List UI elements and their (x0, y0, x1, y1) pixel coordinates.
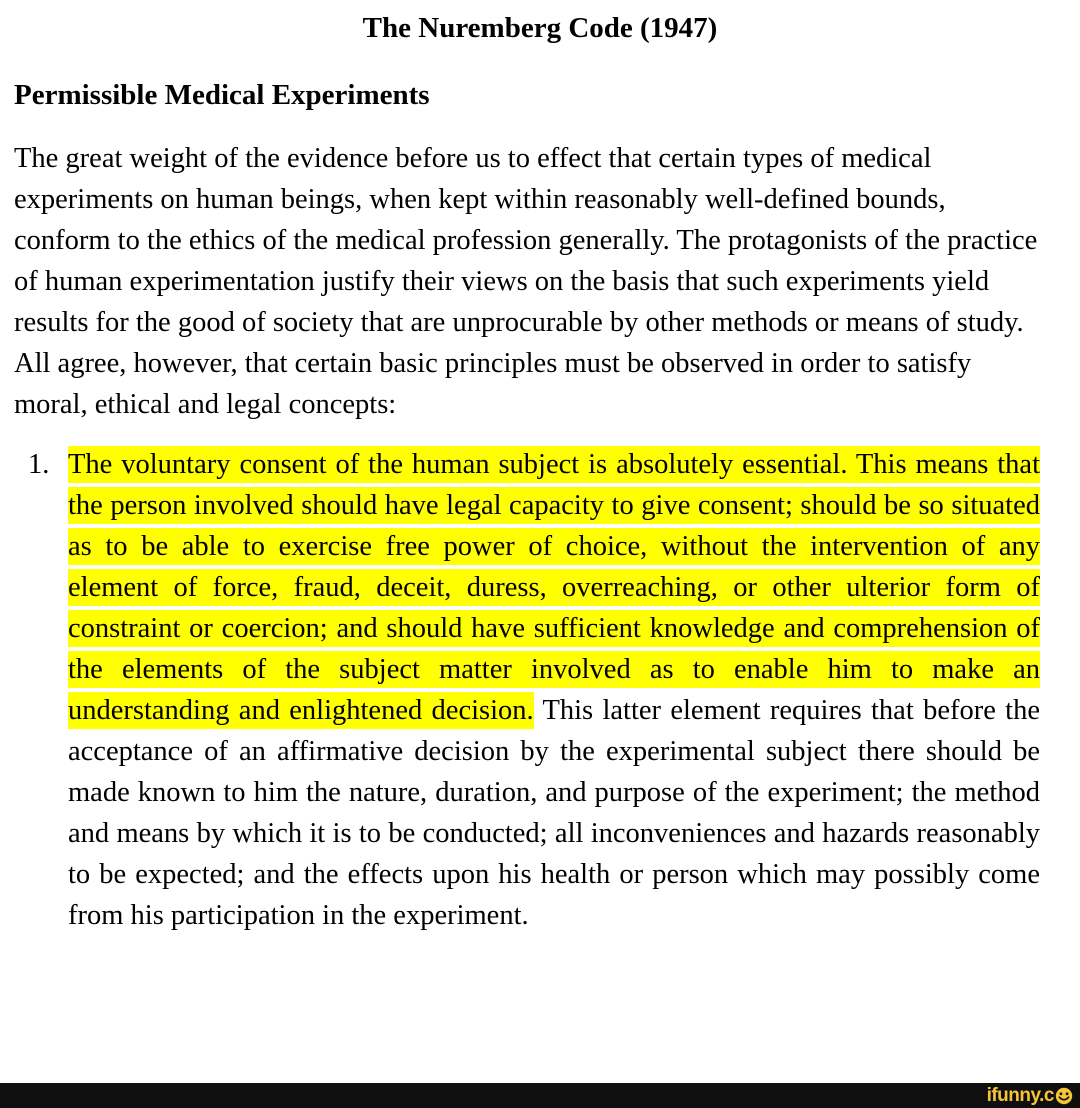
watermark-bar (0, 1083, 1080, 1108)
page-title: The Nuremberg Code (1947) (362, 12, 718, 44)
list-item (28, 444, 1040, 936)
list-item-text (68, 444, 1040, 936)
document-page (0, 11, 1080, 936)
intro-paragraph: The great weight of the evidence before us to effect that certain types of medical experiments on human beings, when kept within reasonably well-defined bounds, conform to the ethics of the medical profession generally. The protagonists of the practice of human experimentation justify their views on the basis that such experiments yield results for the good of society that are unprocurable by other methods or means of study. All agree, however, that certain basic principles must be observed in order to satisfy moral, ethical and legal concepts: (14, 143, 1038, 420)
ifunny-logo-text: ifunny.c (986, 1085, 1054, 1106)
highlighted-text: The voluntary consent of the human subject is absolutely essential. This means that the person involved should have legal capacity to give consent; should be so situated as to be able to exercise free power of choice, without the intervention of any element of force, fraud, deceit, duress, overreaching, or other ulterior form of constraint or coercion; and should have sufficient knowledge and comprehension of the elements of the subject matter involved as to enable him to make an understanding and enlightened decision. (68, 446, 1040, 729)
smiley-face-icon (1055, 1087, 1073, 1105)
section-heading: Permissible Medical Experiments (14, 79, 430, 111)
list-item-number: 1. (28, 449, 50, 480)
plain-text: This latter element requires that before the acceptance of an affirmative decision by the experimental subject there should be made known to him the nature, duration, and purpose of the experiment; the method and means by which it is to be conducted; all inconveniences and hazards reasonably to be expected; and the effects upon his health or person which may possibly come from his participation in the experiment. (68, 695, 1040, 931)
